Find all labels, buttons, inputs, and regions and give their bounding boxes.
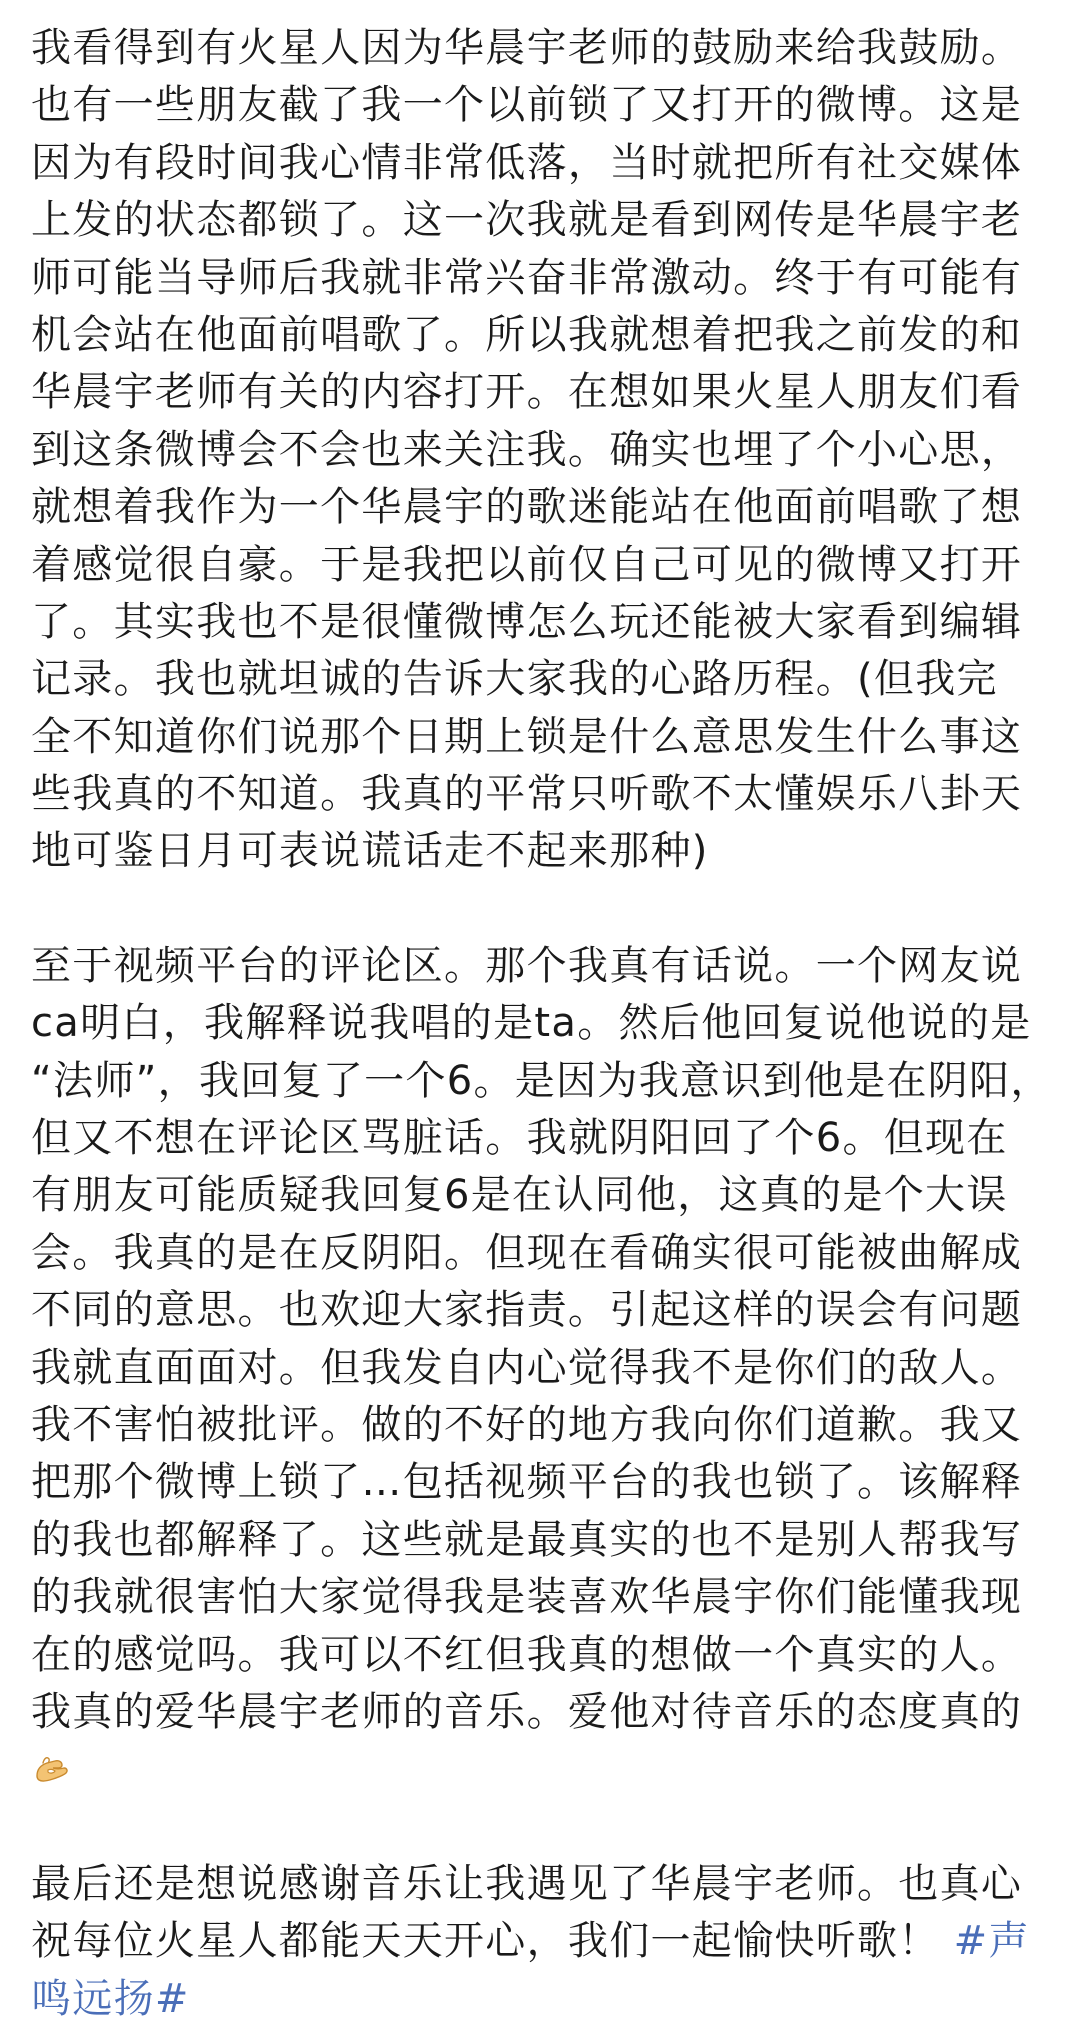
text-line: 我看得到有火星人因为华晨宇老师的鼓励来给我鼓励。 — [31, 25, 1023, 71]
text-line: ca明白，我解释说我唱的是ta。然后他回复说他说的是 — [31, 1000, 1032, 1047]
paragraph-1 — [31, 20, 1054, 881]
paragraph-3 — [31, 1856, 1054, 2028]
text-line: 到这条微博会不会也来关注我。确实也埋了个小心思， — [31, 426, 1023, 473]
text-line: “法师”，我回复了一个6。是因为我意识到他是在阴阳， — [31, 1057, 1052, 1104]
text-line: 上发的状态都锁了。这一次我就是看到网传是华晨宇老 — [31, 197, 1023, 244]
text-line: 最后还是想说感谢音乐让我遇见了华晨宇老师。也真心 — [31, 1860, 1023, 1907]
text-line: 把那个微博上锁了…包括视频平台的我也锁了。该解释 — [31, 1459, 1023, 1506]
text-line: 至于视频平台的评论区。那个我真有话说。一个网友说 — [31, 942, 1023, 989]
text-line: 记录。我也就坦诚的告诉大家我的心路历程。(但我完 — [31, 656, 998, 703]
text-line: 华晨宇老师有关的内容打开。在想如果火星人朋友们看 — [31, 369, 1023, 416]
text-line: 全不知道你们说那个日期上锁是什么意思发生什么事这 — [31, 713, 1023, 760]
text-line: 的我就很害怕大家觉得我是装喜欢华晨宇你们能懂我现 — [31, 1574, 1023, 1621]
text-line: 有朋友可能质疑我回复6是在认同他，这真的是个大误 — [31, 1172, 1008, 1219]
text-line — [31, 1913, 1054, 1970]
text-line: 在的感觉吗。我可以不红但我真的想做一个真实的人。 — [31, 1631, 1023, 1678]
text-line: 的我也都解释了。这些就是最真实的也不是别人帮我写 — [31, 1516, 1023, 1563]
emoji-line — [31, 1741, 1054, 1798]
text-line: 我真的爱华晨宇老师的音乐。爱他对待音乐的态度真的 — [31, 1688, 1023, 1735]
text-line: 师可能当导师后我就非常兴奋非常激动。终于有可能有 — [31, 254, 1023, 301]
text-line: 会。我真的是在反阴阳。但现在看确实很可能被曲解成 — [31, 1229, 1023, 1276]
text-line: 但又不想在评论区骂脏话。我就阴阳回了个6。但现在 — [31, 1115, 1008, 1162]
text-line: 我就直面面对。但我发自内心觉得我不是你们的敌人。 — [31, 1344, 1023, 1391]
text-line: 就想着我作为一个华晨宇的歌迷能站在他面前唱歌了想 — [31, 484, 1023, 531]
text-line: 地可鉴日月可表说谎话走不起来那种) — [31, 828, 709, 875]
paragraph-gap — [31, 881, 1054, 938]
paragraph-2 — [31, 938, 1054, 1741]
text-line: 也有一些朋友截了我一个以前锁了又打开的微博。这是 — [31, 82, 1023, 129]
text-line: 了。其实我也不是很懂微博怎么玩还能被大家看到编辑 — [31, 598, 1023, 645]
text-segment: 祝每位火星人都能天天开心，我们一起愉快听歌！ — [31, 1918, 954, 1965]
text-line: 因为有段时间我心情非常低落，当时就把所有社交媒体 — [31, 139, 1023, 186]
paragraph-gap — [31, 1799, 1054, 1856]
text-line: 我不害怕被批评。做的不好的地方我向你们道歉。我又 — [31, 1401, 1023, 1448]
text-line — [31, 1971, 1054, 2028]
ok-hand-emoji-icon — [31, 1750, 71, 1790]
hashtag-link[interactable]: 鸣远扬# — [31, 1975, 190, 2022]
hashtag-link[interactable]: #声 — [953, 1918, 1030, 1965]
text-line: 机会站在他面前唱歌了。所以我就想着把我之前发的和 — [31, 311, 1023, 358]
text-line: 不同的意思。也欢迎大家指责。引起这样的误会有问题 — [31, 1287, 1023, 1334]
text-line: 着感觉很自豪。于是我把以前仅自己可见的微博又打开 — [31, 541, 1023, 588]
text-line: 些我真的不知道。我真的平常只听歌不太懂娱乐八卦天 — [31, 771, 1023, 818]
